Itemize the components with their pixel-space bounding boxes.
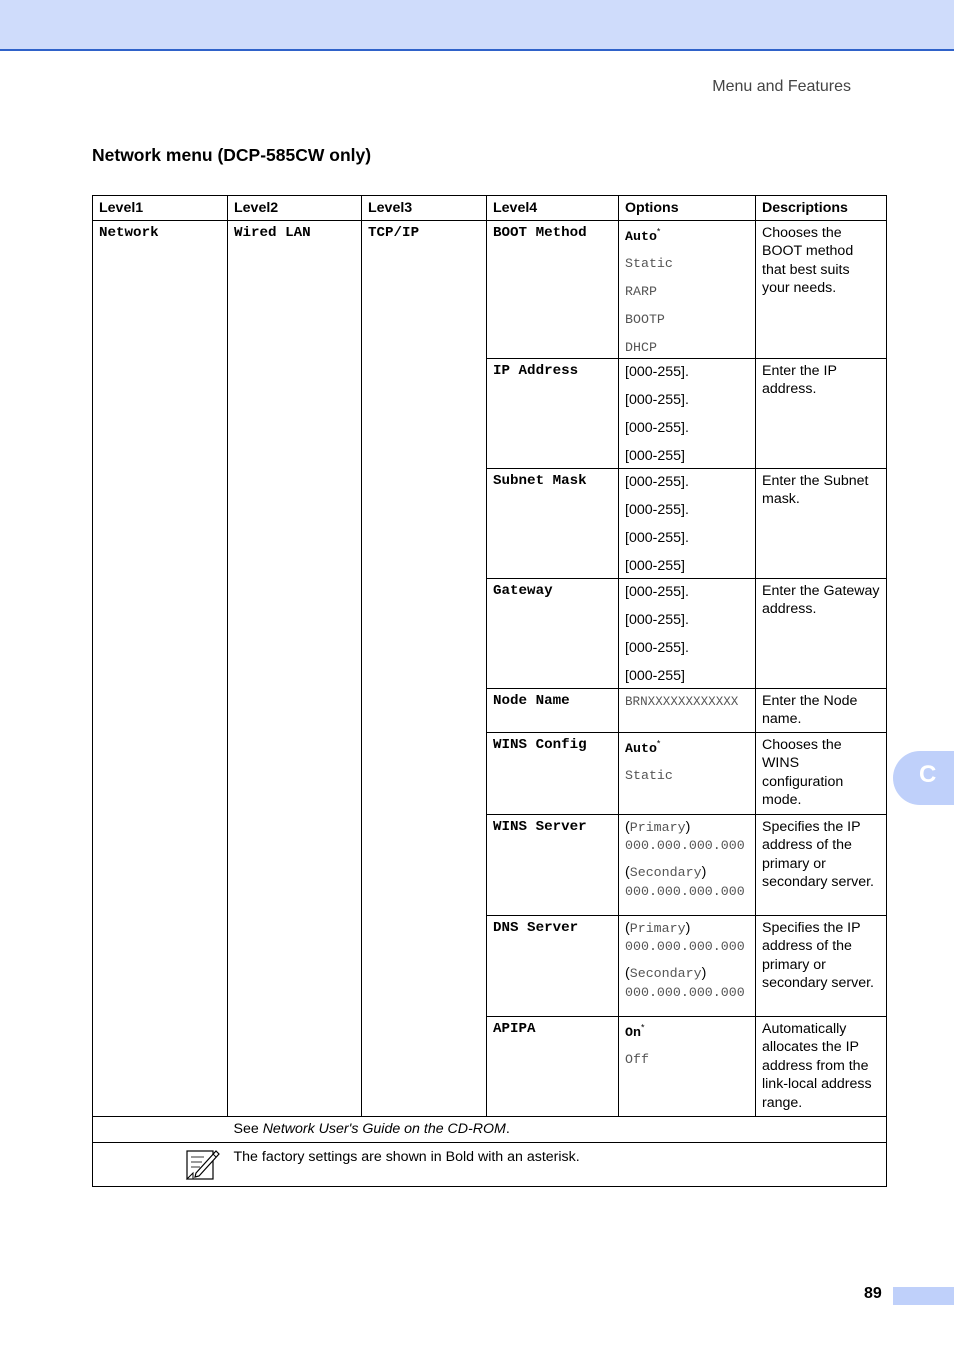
range-value: [000-255]. [625, 419, 689, 436]
table-header-row [93, 196, 887, 221]
option: DHCP [625, 339, 657, 355]
range-value: [000-255]. [625, 391, 689, 408]
level4-cell: WINS Config [487, 732, 619, 814]
range-value: [000-255] [625, 557, 685, 574]
default-option: Auto [625, 740, 657, 756]
secondary-label: Secondary [629, 865, 702, 880]
description-cell: Enter the IP address. [756, 358, 887, 468]
options-cell: (Primary) 000.000.000.000 (Secondary) 000.000.000.000 [619, 814, 756, 915]
range-value: [000-255]. [625, 529, 689, 546]
range-value: [000-255]. [625, 473, 689, 490]
description-cell: Chooses the WINS configuration mode. [756, 732, 887, 814]
note-pencil-icon [92, 1143, 222, 1188]
range-value: [000-255]. [625, 611, 689, 628]
guide-reference: Network User's Guide on the CD-ROM [262, 1120, 506, 1137]
chapter-tab [893, 751, 954, 805]
section-title: Network menu (DCP-585CW only) [92, 145, 372, 165]
page-number: 89 [864, 1285, 882, 1302]
option: BOOTP [625, 311, 665, 327]
level3-cell: TCP/IP [362, 220, 487, 1116]
column-header: Descriptions [756, 196, 887, 221]
column-header: Options [619, 196, 756, 221]
options-cell [619, 732, 756, 814]
level4-cell: WINS Server [487, 814, 619, 915]
running-header: Menu and Features [712, 78, 851, 95]
level4-cell: DNS Server [487, 915, 619, 1016]
default-option: On [625, 1024, 641, 1040]
default-option: Auto [625, 228, 657, 244]
table-row [93, 220, 887, 358]
network-menu-table [92, 195, 887, 1187]
range-value: [000-255]. [625, 501, 689, 518]
level4-cell: BOOT Method [487, 220, 619, 358]
option: Static [625, 767, 673, 783]
top-header-band [0, 0, 954, 51]
level2-cell: Wired LAN [228, 220, 362, 1116]
primary-value: 000.000.000.000 [625, 939, 745, 954]
range-value: [000-255]. [625, 639, 689, 656]
asterisk: * [640, 1021, 645, 1032]
level4-cell: Gateway [487, 578, 619, 688]
description-cell: Enter the Gateway address. [756, 578, 887, 688]
description-cell: Chooses the BOOT method that best suits your needs. [756, 220, 887, 358]
page-number-tab [893, 1287, 954, 1305]
asterisk: * [656, 737, 661, 748]
options-cell [619, 578, 756, 688]
column-header: Level1 [93, 196, 228, 221]
primary-label: Primary [629, 920, 686, 936]
level4-cell: Subnet Mask [487, 468, 619, 578]
option: Static [625, 255, 673, 271]
level4-cell: APIPA [487, 1016, 619, 1116]
options-cell [619, 1016, 756, 1116]
description-cell: Specifies the IP address of the primary or secondary server. [756, 814, 887, 915]
primary-label: Primary [629, 819, 686, 835]
range-value: [000-255]. [625, 583, 689, 600]
secondary-value: 000.000.000.000 [625, 883, 745, 899]
column-header: Level4 [487, 196, 619, 221]
level4-cell: IP Address [487, 358, 619, 468]
options-cell [619, 220, 756, 358]
options-cell [619, 688, 756, 732]
reference-note: See Network User's Guide on the CD-ROM. [228, 1116, 887, 1142]
column-header: Level2 [228, 196, 362, 221]
description-cell: Specifies the IP address of the primary or secondary server. [756, 915, 887, 1016]
options-cell [619, 358, 756, 468]
range-value: [000-255] [625, 447, 685, 464]
secondary-label: Secondary [629, 966, 702, 981]
node-name-value: BRNXXXXXXXXXXXX [625, 694, 739, 709]
asterisk: * [656, 225, 661, 236]
range-value: [000-255]. [625, 363, 689, 380]
level1-cell: Network [93, 220, 228, 1116]
primary-value: 000.000.000.000 [625, 838, 745, 853]
column-header: Level3 [362, 196, 487, 221]
options-cell [619, 468, 756, 578]
options-cell: (Primary) 000.000.000.000 (Secondary) 000.000.000.000 [619, 915, 756, 1016]
option: Off [625, 1051, 649, 1067]
secondary-value: 000.000.000.000 [625, 984, 745, 1000]
description-cell: Enter the Subnet mask. [756, 468, 887, 578]
note-text: The factory settings are shown in Bold with an asterisk. [228, 1142, 887, 1186]
chapter-letter: C [919, 761, 937, 788]
description-cell: Automatically allocates the IP address from the link-local address range. [756, 1016, 887, 1116]
option: RARP [625, 283, 657, 299]
description-cell: Enter the Node name. [756, 688, 887, 732]
reference-row [93, 1116, 887, 1142]
level4-cell: Node Name [487, 688, 619, 732]
range-value: [000-255] [625, 667, 685, 684]
